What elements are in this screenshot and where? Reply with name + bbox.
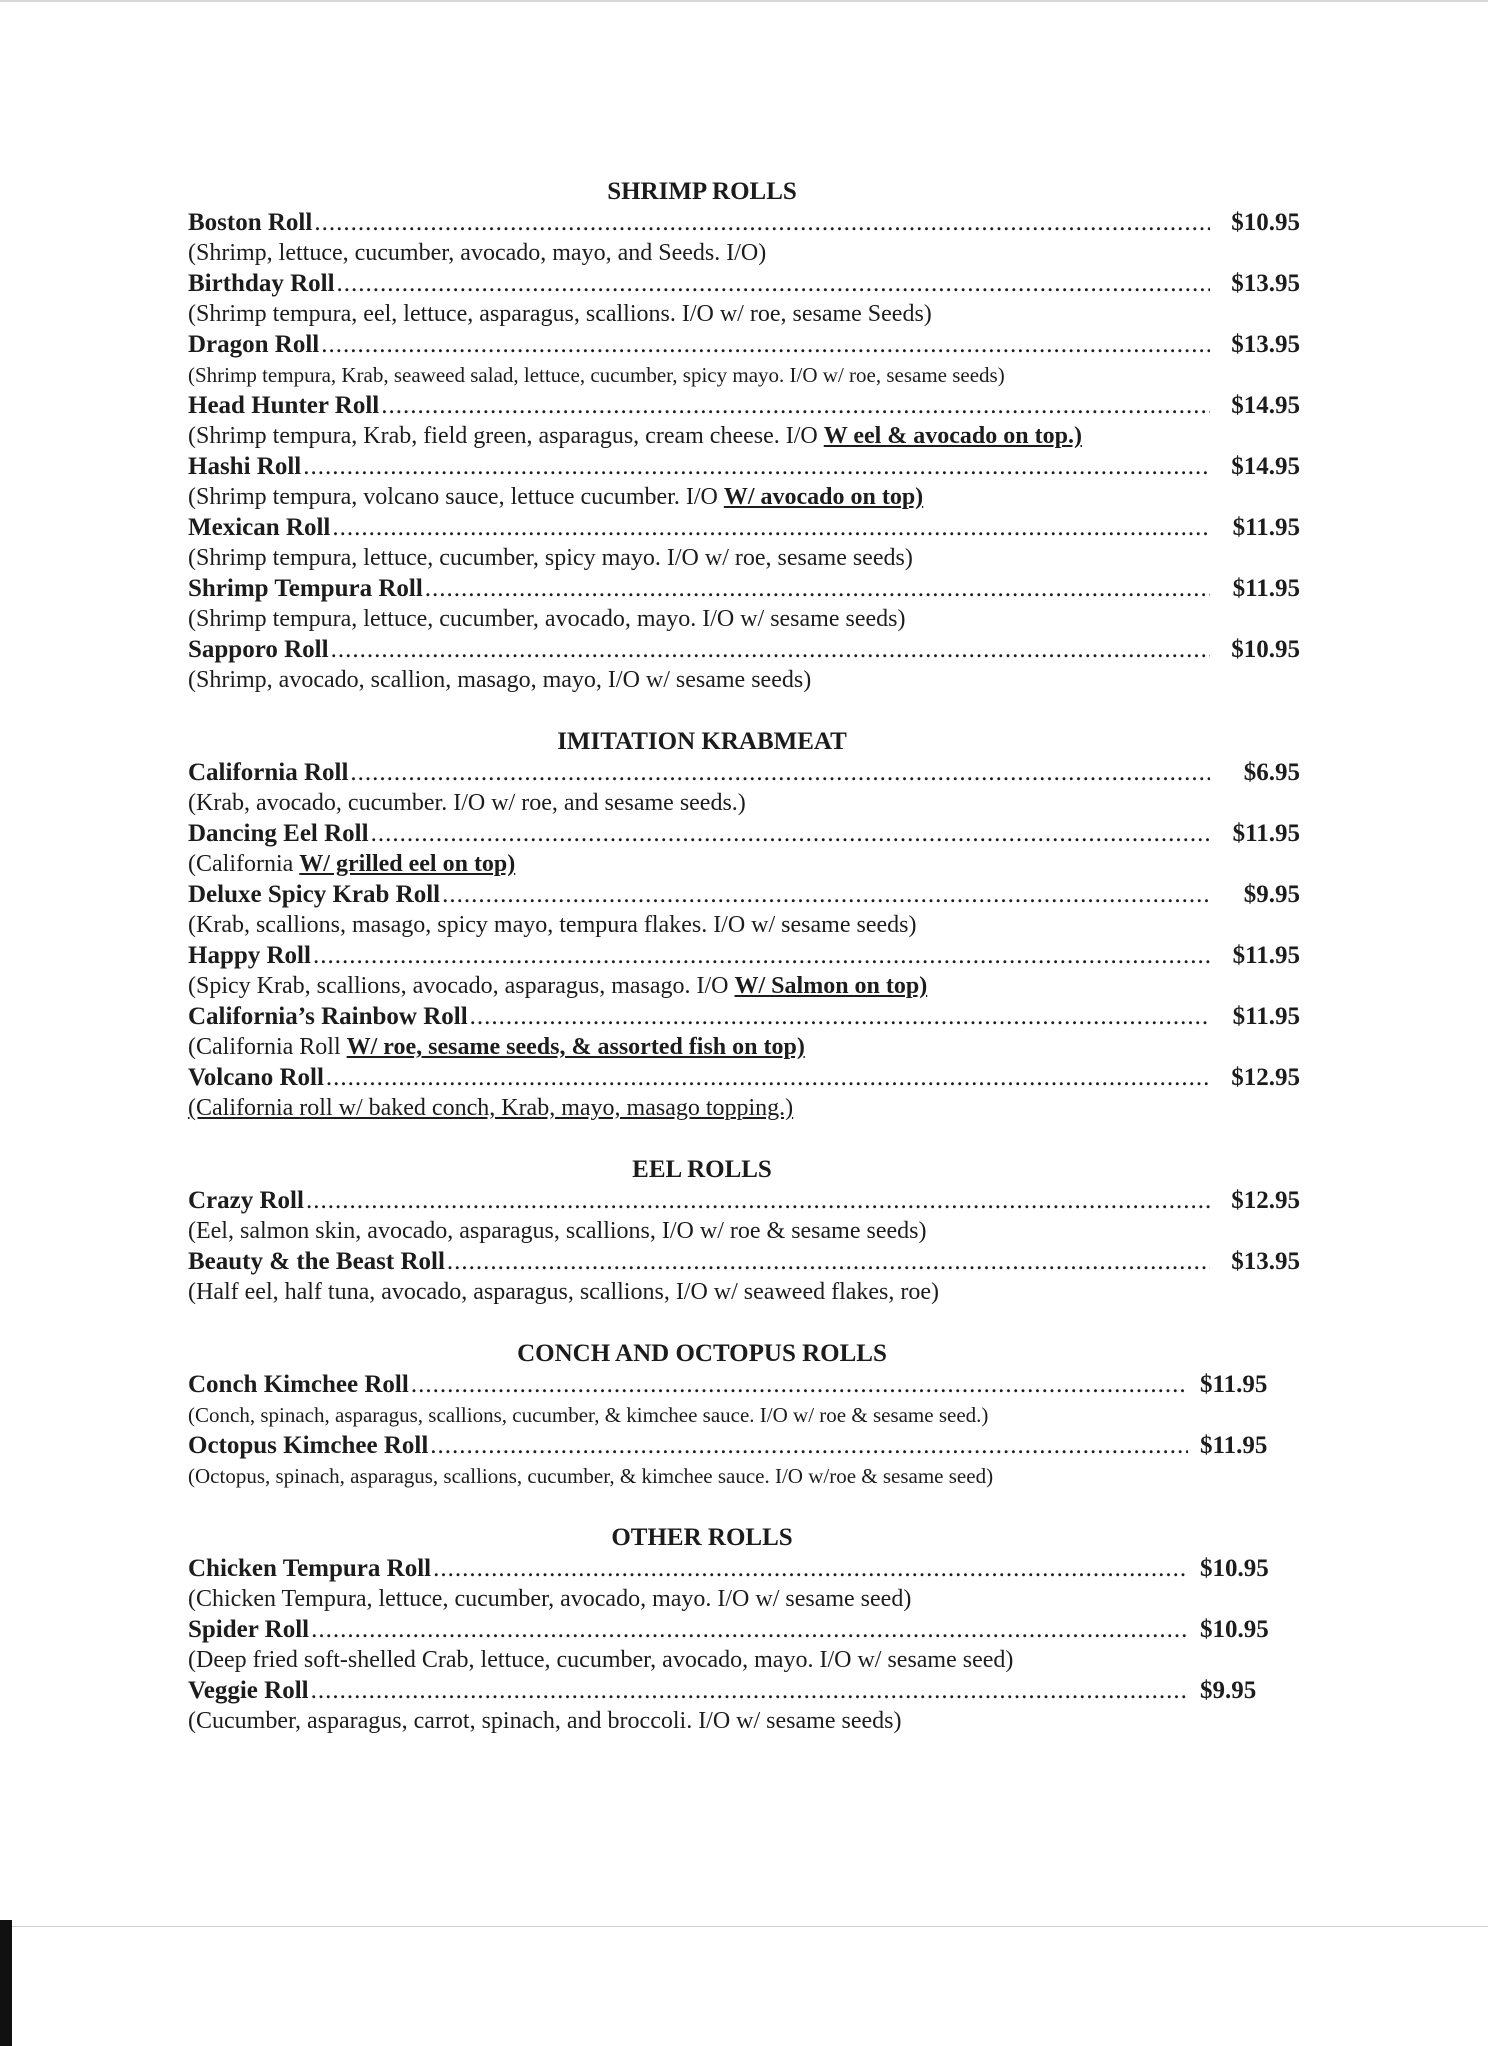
menu-item-dancing-eel-roll bbox=[188, 819, 1300, 849]
item-price: $11.95 bbox=[1232, 514, 1300, 541]
menu-item-birthday-roll bbox=[188, 269, 1300, 299]
item-name: Dragon Roll bbox=[188, 331, 320, 358]
item-description bbox=[188, 482, 1300, 513]
item-name: Dancing Eel Roll bbox=[188, 820, 369, 847]
item-description: (Shrimp, avocado, scallion, masago, mayo, I/O w/ sesame seeds) bbox=[188, 667, 812, 693]
dot-leader bbox=[470, 1002, 1210, 1032]
dot-leader bbox=[447, 1247, 1210, 1277]
topping-note: W/ avocado on top) bbox=[723, 484, 924, 510]
item-description: (Shrimp tempura, lettuce, cucumber, spicy mayo. I/O w/ roe, sesame seeds) bbox=[188, 545, 913, 571]
scan-edge-bottom bbox=[0, 1926, 1488, 1927]
item-price: $11.95 bbox=[1232, 942, 1300, 969]
item-name: Spider Roll bbox=[188, 1616, 310, 1643]
item-price: $11.95 bbox=[1232, 1003, 1300, 1030]
dot-leader bbox=[381, 391, 1210, 421]
item-description bbox=[188, 849, 1300, 880]
item-name: Mexican Roll bbox=[188, 514, 331, 541]
topping-note: W/ roe, sesame seeds, & assorted fish on top) bbox=[346, 1034, 805, 1060]
menu-item-boston-roll bbox=[188, 208, 1300, 238]
section-title: IMITATION KRABMEAT bbox=[557, 728, 847, 755]
menu-item-spider-roll bbox=[188, 1615, 1300, 1645]
dot-leader bbox=[306, 1186, 1210, 1216]
dot-leader bbox=[411, 1370, 1188, 1400]
topping-note: W/ grilled eel on top) bbox=[299, 851, 516, 877]
item-description bbox=[188, 421, 1300, 452]
dot-leader bbox=[326, 1063, 1210, 1093]
description-text: (California Roll bbox=[188, 1034, 347, 1060]
description-text: (Spicy Krab, scallions, avocado, asparagus, masago. I/O bbox=[188, 973, 735, 999]
item-name: California’s Rainbow Roll bbox=[188, 1003, 468, 1030]
item-price: $14.95 bbox=[1231, 453, 1300, 480]
menu-item-hashi-roll bbox=[188, 452, 1300, 482]
item-price: $11.95 bbox=[1200, 1432, 1268, 1459]
description-text: (Shrimp tempura, volcano sauce, lettuce cucumber. I/O bbox=[188, 484, 724, 510]
item-description: (Cucumber, asparagus, carrot, spinach, and broccoli. I/O w/ sesame seeds) bbox=[188, 1708, 902, 1734]
item-name: Beauty & the Beast Roll bbox=[188, 1248, 445, 1275]
section-title: SHRIMP ROLLS bbox=[607, 178, 797, 205]
item-name: Octopus Kimchee Roll bbox=[188, 1432, 429, 1459]
section-title: OTHER ROLLS bbox=[611, 1524, 793, 1551]
item-name: California Roll bbox=[188, 759, 349, 786]
menu-item-head-hunter-roll bbox=[188, 391, 1300, 421]
item-price: $10.95 bbox=[1231, 636, 1300, 663]
item-description: (Conch, spinach, asparagus, scallions, cucumber, & kimchee sauce. I/O w/ roe & sesame seed.) bbox=[188, 1403, 989, 1427]
menu-item-dragon-roll bbox=[188, 330, 1300, 360]
item-description: (Eel, salmon skin, avocado, asparagus, scallions, I/O w/ roe & sesame seeds) bbox=[188, 1218, 927, 1244]
item-description: (Shrimp, lettuce, cucumber, avocado, mayo, and Seeds. I/O) bbox=[188, 240, 767, 266]
item-price: $11.95 bbox=[1232, 575, 1300, 602]
item-price: $10.95 bbox=[1231, 209, 1300, 236]
menu-item-sapporo-roll bbox=[188, 635, 1300, 665]
scan-edge-top bbox=[0, 0, 1488, 2]
item-name: Head Hunter Roll bbox=[188, 392, 380, 419]
item-description: (Shrimp tempura, eel, lettuce, asparagus, scallions. I/O w/ roe, sesame Seeds) bbox=[188, 301, 932, 327]
topping-note: W/ Salmon on top) bbox=[734, 973, 928, 999]
item-price: $11.95 bbox=[1200, 1371, 1268, 1398]
item-name: Boston Roll bbox=[188, 209, 313, 236]
topping-note: W eel & avocado on top.) bbox=[823, 423, 1082, 449]
section-imitation-krabmeat bbox=[188, 726, 1300, 1124]
menu-item-happy-roll bbox=[188, 941, 1300, 971]
item-name: Birthday Roll bbox=[188, 270, 335, 297]
item-price: $9.95 bbox=[1243, 881, 1300, 908]
item-description: (Shrimp tempura, lettuce, cucumber, avocado, mayo. I/O w/ sesame seeds) bbox=[188, 606, 906, 632]
menu-item-california-roll bbox=[188, 758, 1300, 788]
dot-leader bbox=[311, 1615, 1188, 1645]
item-name: Sapporo Roll bbox=[188, 636, 329, 663]
item-name: Deluxe Spicy Krab Roll bbox=[188, 881, 441, 908]
item-price: $6.95 bbox=[1243, 759, 1300, 786]
menu-item-mexican-roll bbox=[188, 513, 1300, 543]
menu-item-shrimp-tempura-roll bbox=[188, 574, 1300, 604]
dot-leader bbox=[371, 819, 1210, 849]
item-name: Volcano Roll bbox=[188, 1064, 324, 1091]
section-title: CONCH AND OCTOPUS ROLLS bbox=[517, 1340, 887, 1367]
dot-leader bbox=[350, 758, 1210, 788]
item-description: (Deep fried soft-shelled Crab, lettuce, cucumber, avocado, mayo. I/O w/ sesame seed) bbox=[188, 1647, 1014, 1673]
item-description bbox=[188, 1032, 1300, 1063]
section-eel-rolls bbox=[188, 1154, 1300, 1308]
menu-item-chicken-tempura-roll bbox=[188, 1554, 1300, 1584]
section-other-rolls bbox=[188, 1522, 1300, 1737]
sushi-roll-menu bbox=[188, 176, 1300, 1767]
item-name: Shrimp Tempura Roll bbox=[188, 575, 423, 602]
item-description: (California roll w/ baked conch, Krab, mayo, masago topping.) bbox=[188, 1095, 794, 1121]
item-description: (Half eel, half tuna, avocado, asparagus, scallions, I/O w/ seaweed flakes, roe) bbox=[188, 1279, 940, 1305]
dot-leader bbox=[303, 452, 1210, 482]
section-shrimp-rolls bbox=[188, 176, 1300, 696]
item-description: (Krab, scallions, masago, spicy mayo, tempura flakes. I/O w/ sesame seeds) bbox=[188, 912, 917, 938]
dot-leader bbox=[337, 269, 1210, 299]
dot-leader bbox=[313, 941, 1210, 971]
item-price: $13.95 bbox=[1231, 1248, 1300, 1275]
menu-item-veggie-roll bbox=[188, 1676, 1300, 1706]
dot-leader bbox=[430, 1431, 1188, 1461]
dot-leader bbox=[314, 208, 1210, 238]
menu-item-crazy-roll bbox=[188, 1186, 1300, 1216]
dot-leader bbox=[331, 635, 1210, 665]
item-description: (Chicken Tempura, lettuce, cucumber, avocado, mayo. I/O w/ sesame seed) bbox=[188, 1586, 912, 1612]
dot-leader bbox=[433, 1554, 1188, 1584]
item-description bbox=[188, 971, 1300, 1002]
scan-edge-left bbox=[0, 1920, 12, 2046]
menu-item-volcano-roll bbox=[188, 1063, 1300, 1093]
menu-item-conch-kimchee-roll bbox=[188, 1370, 1300, 1400]
menu-item-octopus-kimchee-roll bbox=[188, 1431, 1300, 1461]
item-description: (Octopus, spinach, asparagus, scallions, cucumber, & kimchee sauce. I/O w/roe & sesame seed) bbox=[188, 1464, 994, 1488]
item-price: $11.95 bbox=[1232, 820, 1300, 847]
item-name: Conch Kimchee Roll bbox=[188, 1371, 409, 1398]
item-name: Veggie Roll bbox=[188, 1677, 309, 1704]
item-description: (Krab, avocado, cucumber. I/O w/ roe, and sesame seeds.) bbox=[188, 790, 746, 816]
item-price: $13.95 bbox=[1231, 331, 1300, 358]
menu-item-deluxe-spicy-krab-roll bbox=[188, 880, 1300, 910]
menu-item-californias-rainbow-roll bbox=[188, 1002, 1300, 1032]
item-price: $12.95 bbox=[1231, 1064, 1300, 1091]
item-name: Crazy Roll bbox=[188, 1187, 304, 1214]
item-name: Hashi Roll bbox=[188, 453, 302, 480]
dot-leader bbox=[321, 330, 1210, 360]
item-name: Chicken Tempura Roll bbox=[188, 1555, 432, 1582]
item-price: $10.95 bbox=[1200, 1616, 1269, 1643]
item-price: $13.95 bbox=[1231, 270, 1300, 297]
menu-item-beauty-and-the-beast-roll bbox=[188, 1247, 1300, 1277]
dot-leader bbox=[332, 513, 1210, 543]
dot-leader bbox=[425, 574, 1210, 604]
item-price: $10.95 bbox=[1200, 1555, 1269, 1582]
item-name: Happy Roll bbox=[188, 942, 311, 969]
item-price: $12.95 bbox=[1231, 1187, 1300, 1214]
description-text: (Shrimp tempura, Krab, field green, asparagus, cream cheese. I/O bbox=[188, 423, 824, 449]
item-price: $9.95 bbox=[1200, 1677, 1257, 1704]
description-text: (California bbox=[188, 851, 300, 877]
item-price: $14.95 bbox=[1231, 392, 1300, 419]
dot-leader bbox=[442, 880, 1210, 910]
dot-leader bbox=[311, 1676, 1188, 1706]
section-title: EEL ROLLS bbox=[632, 1156, 772, 1183]
section-conch-and-octopus-rolls bbox=[188, 1338, 1300, 1492]
item-description: (Shrimp tempura, Krab, seaweed salad, lettuce, cucumber, spicy mayo. I/O w/ roe, sesame seeds) bbox=[188, 363, 1005, 387]
